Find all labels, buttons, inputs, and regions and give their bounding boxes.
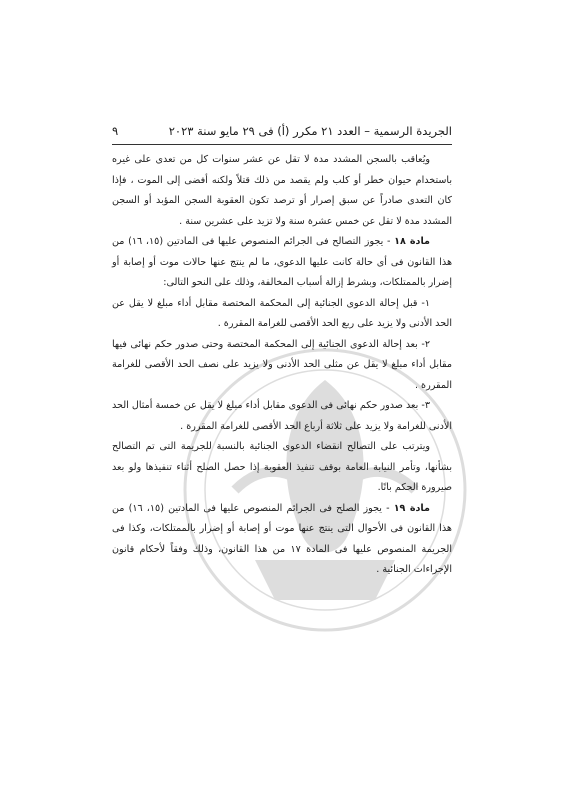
paragraph-penalty: ويُعاقب بالسجن المشدد مدة لا تقل عن عشر سنوات كل من تعدى على غيره باستخدام حيوان خطر أو كلب ولم يقصد من ذلك قتلاً ولكنه أفضى إلى الموت ، فإذا كان التعدى صادراً عن سبق إصرار أو ترصد تكون العقوبة السجن المؤبد أو السجن المشدد مدة لا تقل عن خمس عشرة سنة ولا تزيد على عشرين سنة . [112,154,452,227]
paragraph-settlement-effect: ويترتب على التصالح انقضاء الدعوى الجنائية بالنسبة للجريمة التى تم التصالح بشأنها، وتأمر النيابة العامة بوقف تنفيذ العقوبة إذا حصل الصلح أثناء تنفيذها ولو بعد صيرورة الحكم باتًا. [112,441,452,493]
header-divider [112,144,452,145]
article-19-text: - يجوز الصلح فى الجرائم المنصوص عليها فى المادتين (١٥، ١٦) من هذا القانون فى الأحوال التى ينتج عنها موت أو إصابة أو إضرار بالممتلكات، وكذا فى الجريمة المنصوص عليها فى المادة ١٧ من هذا القانون، وذلك وفقاً لأحكام قانون الإجراءات الجنائية . [112,502,452,575]
paragraph-article-18 [112,232,452,294]
list-item-1: ١- قبل إحالة الدعوى الجنائية إلى المحكمة المختصة مقابل أداء مبلغ لا يقل عن الحد الأدنى ولا يزيد على ربع الحد الأقصى للغرامة المقررة . [112,297,452,329]
article-number-19: مادة ١٩ [393,502,430,514]
list-item-2: ٢- بعد إحالة الدعوى الجنائية إلى المحكمة المختصة وحتى صدور حكم نهائى فيها مقابل أداء مبلغ لا يقل عن مثلى الحد الأدنى ولا يزيد على نصف الحد الأقصى للغرامة المقررة . [112,338,452,391]
paragraph-article-19 [112,499,452,581]
article-18-text: - يجوز التصالح فى الجرائم المنصوص عليها فى المادتين (١٥، ١٦) من هذا القانون فى أى حالة كانت عليها الدعوى، ما لم ينتج عنها حالات موت أو إصابة أو إضرار بالممتلكات، وبشرط إزالة أسباب المخالفة، وذلك على النحو التالى: [112,236,452,288]
list-item-3: ٣- بعد صدور حكم نهائى فى الدعوى مقابل أداء مبلغ لا يقل عن خمسة أمثال الحد الأدنى للغرامة ولا يزيد على ثلاثة أرباع الحد الأقصى للغرامة المقررة . [112,400,452,432]
page-body [112,150,452,581]
page-header [112,118,452,142]
page-number: ٩ [112,124,119,138]
article-number-18: مادة ١٨ [394,236,430,247]
gazette-title: الجريدة الرسمية – العدد ٢١ مكرر (أ) فى ٢٩ مايو سنة ٢٠٢٣ [168,124,452,138]
